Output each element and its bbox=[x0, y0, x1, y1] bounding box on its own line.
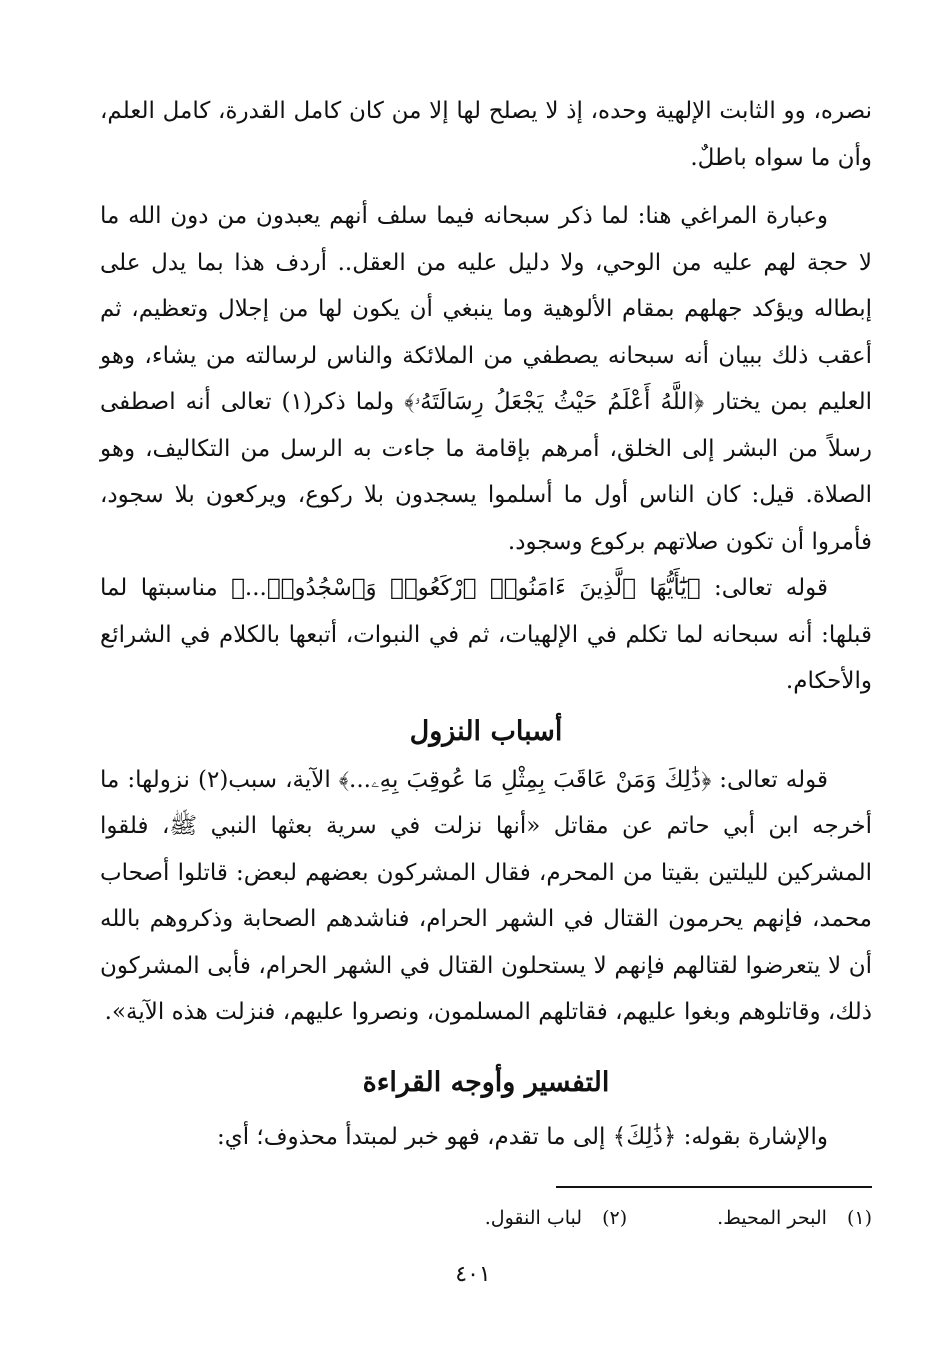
page-body bbox=[100, 88, 872, 1160]
paragraph-continuation: نصره، وو الثابت الإلهية وحده، إذ لا يصلح لها إلا من كان كامل القدرة، كامل العلم، وأن ما سواه باطلٌ. bbox=[100, 98, 872, 171]
footnote-1-number: (١) bbox=[846, 1207, 872, 1229]
footnote-2-text: لباب النقول. bbox=[484, 1207, 583, 1229]
footnote-1 bbox=[717, 1203, 872, 1233]
footnotes bbox=[312, 1203, 872, 1233]
footnote-divider bbox=[556, 1186, 872, 1188]
paragraph-ishara: والإشارة بقوله: ﴿ذَٰلِكَ﴾ إلى ما تقدم، فهو خبر لمبتدأ محذوف؛ أي: bbox=[216, 1123, 828, 1150]
paragraph-maraghi: وعبارة المراغي هنا: لما ذكر سبحانه فيما سلف أنهم يعبدون من دون الله ما لا حجة لهم عليه من الوحي، ولا دليل عليه من العقل.. أردف هذا بما يدل على إبطاله ويؤكد جهلهم بمقام الألوهية وما ينبغي أن يكون لها من إجلال وتعظيم، ثم أعقب ذلك ببيان أنه سبحانه يصطفي من الملائكة والناس لرسالته من يشاء، وهو العليم بمن يختار ﴿اللَّهُ أَعْلَمُ حَيْثُ يَجْعَلُ رِسَالَتَهُۥ﴾ ولما ذكر(١) تعالى أنه اصطفى رسلاً من البشر إلى الخلق، أمرهم بإقامة ما جاءت به الرسل من التكاليف، وهو الصلاة. قيل: كان الناس أول ما أسلموا يسجدون بلا ركوع، ويركعون بلا سجود، فأمروا أن تكون صلاتهم بركوع وسجود. bbox=[100, 203, 872, 555]
heading-asbab-nuzul: أسباب النزول bbox=[409, 715, 563, 747]
footnote-2-number: (٢) bbox=[602, 1207, 628, 1229]
footnote-2 bbox=[485, 1203, 627, 1233]
footnote-1-text: البحر المحيط. bbox=[717, 1207, 827, 1229]
page-number: ٤٠١ bbox=[455, 1262, 491, 1287]
heading-tafsir: التفسير وأوجه القراءة bbox=[362, 1066, 610, 1098]
paragraph-asbab: قوله تعالى: ﴿ذَٰلِكَ وَمَنْ عَاقَبَ بِمِثْلِ مَا عُوقِبَ بِهِۦ...﴾ الآية، سبب(٢) نزولها: ما أخرجه ابن أبي حاتم عن مقاتل «أنها نزلت في سرية بعثها النبي ﷺ، فلقوا المشركين لليلتين بقيتا من المحرم، فقال المشركون بعضهم لبعض: قاتلوا أصحاب محمد، فإنهم يحرمون القتال في الشهر الحرام، فناشدهم الصحابة وذكروهم بالله أن لا يتعرضوا لقتالهم فإنهم لا يستحلون القتال في الشهر الحرام، فأبى المشركون ذلك، وقاتلوهم وبغوا عليهم، فقاتلهم المسلمون، ونصروا عليهم، فنزلت هذه الآية». bbox=[100, 766, 872, 1025]
paragraph-verse-ruku: قوله تعالى: ﴿يَٰٓأَيُّهَا ٱلَّذِينَ ءَامَنُوا۟ ٱرْكَعُوا۟ وَٱسْجُدُوا۟...﴾ مناسبتها لما قبلها: أنه سبحانه لما تكلم في الإلهيات، ثم في النبوات، أتبعها بالكلام في الشرائع والأحكام. bbox=[100, 575, 872, 694]
